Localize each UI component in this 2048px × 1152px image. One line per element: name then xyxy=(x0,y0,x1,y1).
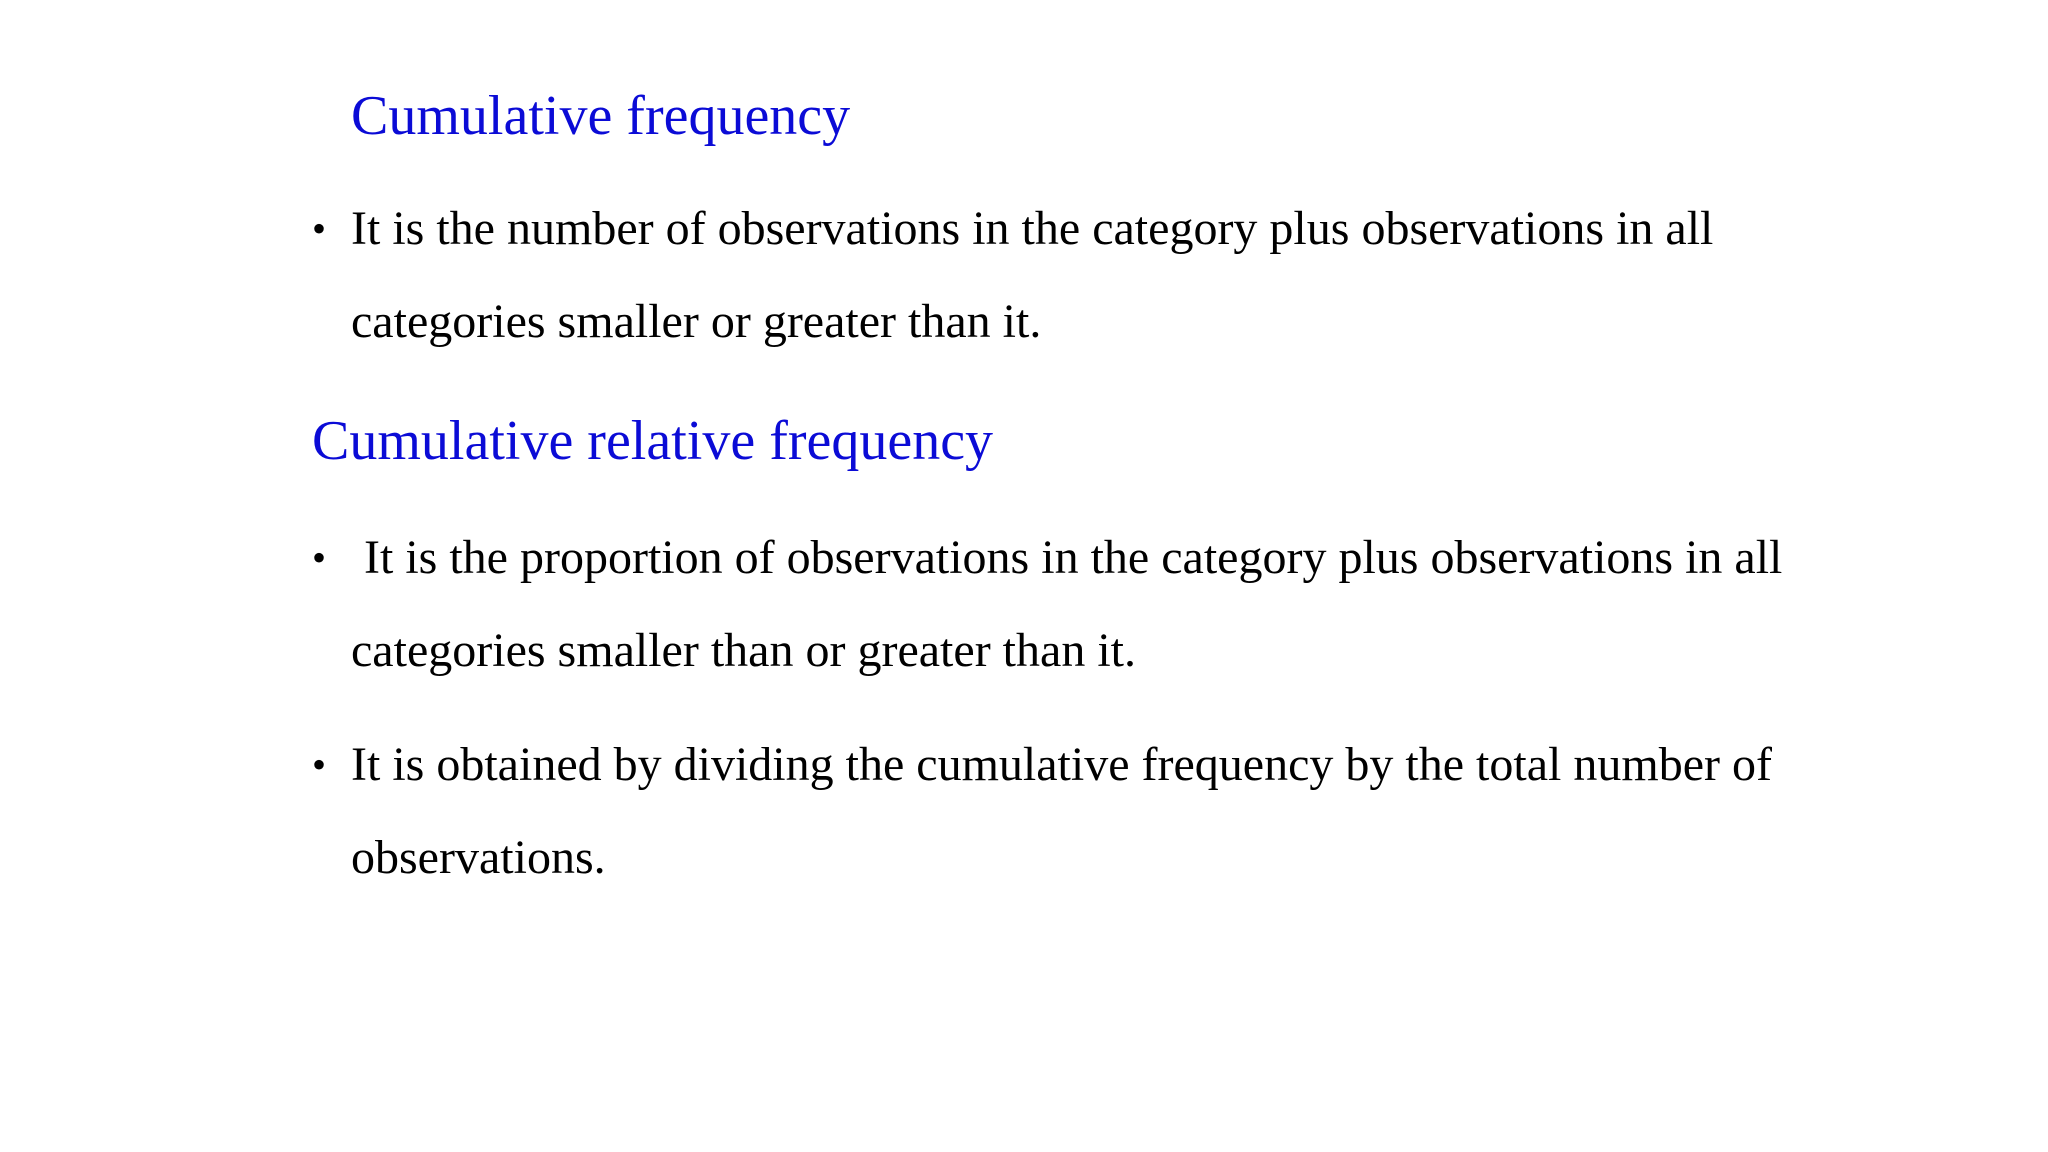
bullet-dot-icon: • xyxy=(312,206,327,251)
bullet-item xyxy=(312,182,1792,368)
heading-cumulative-frequency: Cumulative frequency xyxy=(351,85,851,147)
bullet-dot-icon: • xyxy=(312,742,327,787)
bullet-item xyxy=(312,718,1792,904)
heading-cumulative-relative-frequency: Cumulative relative frequency xyxy=(312,410,994,472)
bullet-text: It is the number of observations in the category plus observations in all categories smaller or greater than it. xyxy=(351,202,1714,348)
bullet-text: It is obtained by dividing the cumulative frequency by the total number of observations. xyxy=(351,738,1772,884)
bullet-item xyxy=(312,511,1792,697)
bullet-dot-icon: • xyxy=(312,535,327,580)
bullet-text: It is the proportion of observations in the category plus observations in all categories smaller than or greater than it. xyxy=(351,531,1783,677)
